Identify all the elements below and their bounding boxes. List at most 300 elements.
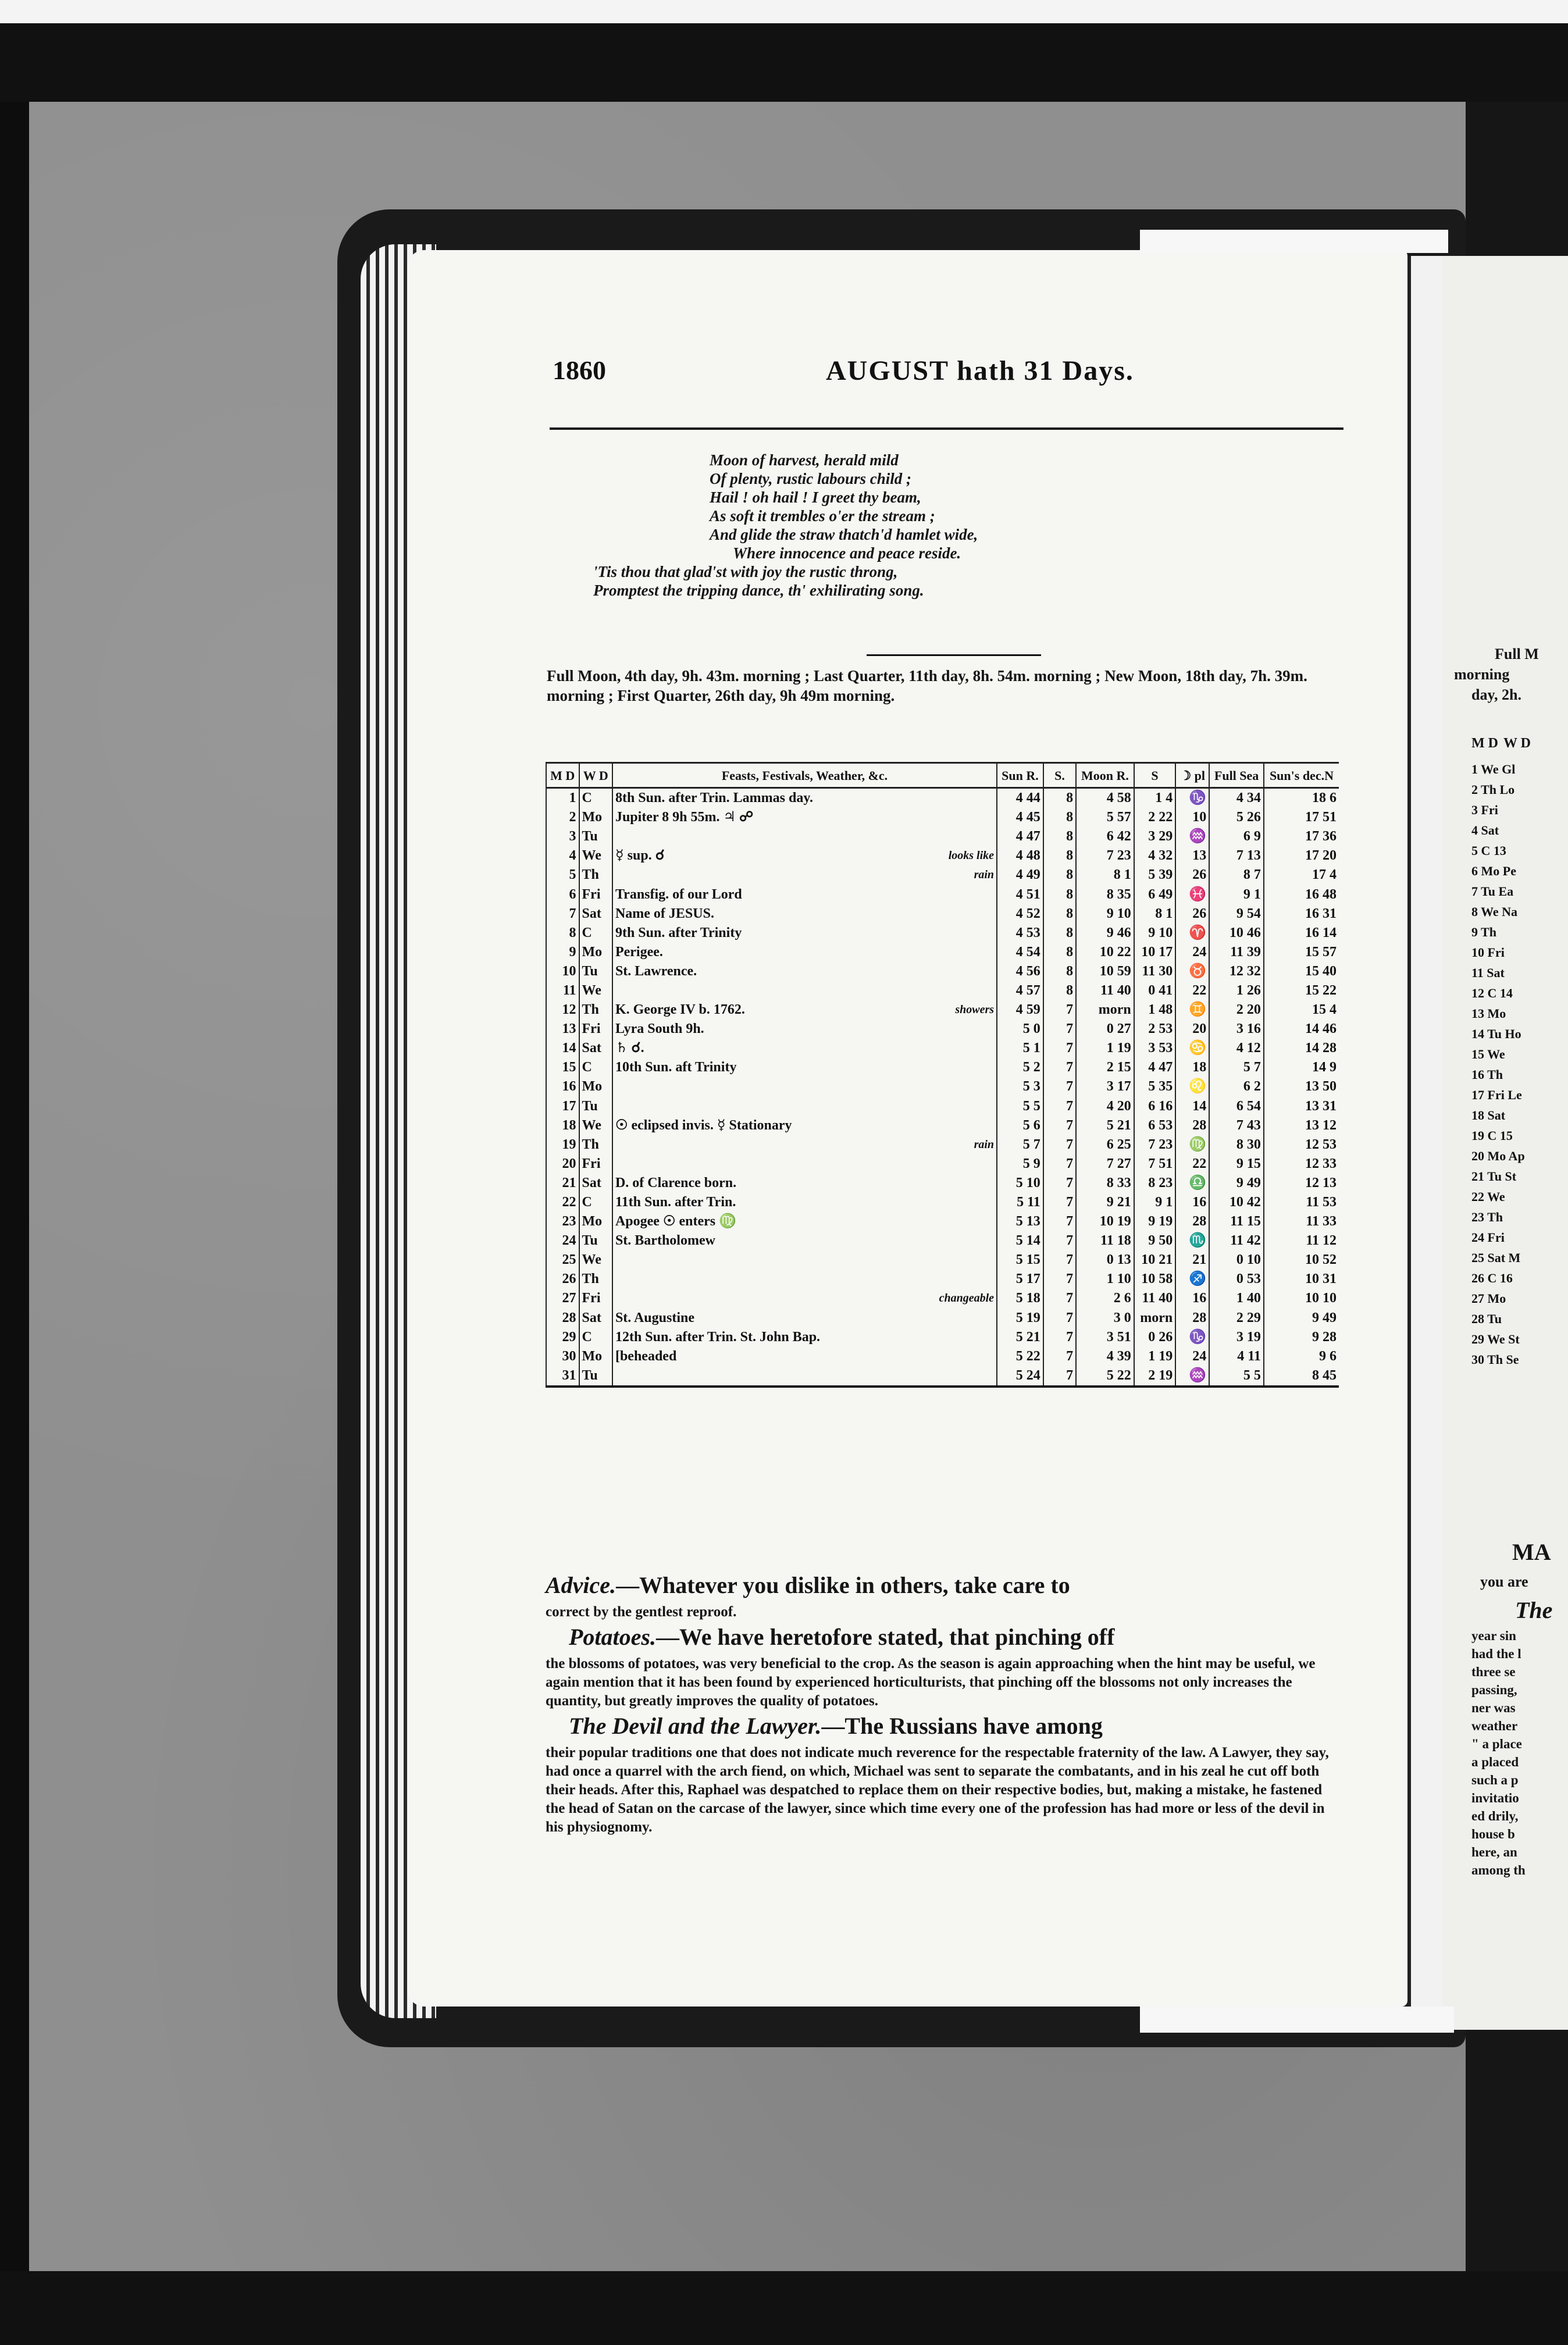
cell-moonset-text: 0 26 [1148, 1329, 1173, 1345]
cell-moonrise-text: 8 35 [1106, 886, 1131, 902]
cell-sunrise-text: 5 24 [1015, 1367, 1040, 1383]
right-text-line: you are [1480, 1573, 1528, 1590]
cell-sunrise-text: 4 56 [1015, 963, 1040, 979]
cell-moon-place [1175, 885, 1209, 904]
cell-moonset [1134, 962, 1176, 981]
table-row [546, 1116, 1339, 1135]
cell-day [546, 885, 579, 904]
right-table-row: 12 C 14 [1471, 986, 1513, 1000]
cell-moonset [1134, 1212, 1176, 1231]
article-heading: Advice. [546, 1572, 616, 1598]
cell-weekday-text: We [582, 1117, 601, 1133]
col-header: W D [579, 763, 612, 788]
calendar-body [546, 788, 1339, 1387]
cell-feast [612, 962, 997, 981]
cell-weekday-text: Tu [582, 1367, 598, 1383]
cell-moon-place-text: 16 [1192, 1291, 1207, 1306]
right-text-line: year sin [1471, 1628, 1516, 1643]
cell-moonrise-text: 7 27 [1106, 1156, 1131, 1171]
cell-sunset-text: 7 [1066, 1098, 1074, 1114]
cell-moonrise [1076, 885, 1134, 904]
table-row [546, 1212, 1339, 1231]
cell-moonset [1134, 1039, 1176, 1058]
cell-sun-declination-text: 12 33 [1305, 1156, 1337, 1171]
cell-sunrise [997, 1154, 1043, 1174]
cell-weekday [579, 865, 612, 885]
cell-feast [612, 1309, 997, 1328]
cell-sunset [1043, 788, 1076, 808]
cell-day-text: 18 [562, 1117, 576, 1133]
cell-weekday-text: Tu [582, 1098, 598, 1114]
cell-moon-place [1175, 1289, 1209, 1308]
cell-sunrise-text: 5 13 [1015, 1214, 1040, 1229]
cell-moonset-text: 1 48 [1148, 1002, 1173, 1018]
cell-moonrise [1076, 827, 1134, 846]
cell-sunrise [997, 1077, 1043, 1096]
cell-day-text: 31 [562, 1367, 576, 1383]
cell-feast [612, 924, 997, 943]
table-row [546, 924, 1339, 943]
table-row [546, 885, 1339, 904]
cell-full-sea-text: 5 7 [1243, 1060, 1261, 1075]
cell-sunrise-text: 5 18 [1015, 1291, 1040, 1306]
cell-day-text: 5 [569, 867, 576, 883]
paper-tab [1140, 230, 1291, 253]
cell-weekday [579, 1174, 612, 1193]
cell-moonrise [1076, 865, 1134, 885]
cell-full-sea-text: 6 2 [1243, 1079, 1261, 1095]
cell-sunset-text: 8 [1066, 867, 1074, 883]
cell-moonrise-text: 0 13 [1106, 1252, 1131, 1268]
cell-sunset [1043, 1154, 1076, 1174]
article-advice [546, 1573, 1342, 1621]
right-text-line: " a place [1471, 1737, 1522, 1751]
weather-note: rain [974, 1138, 995, 1151]
cell-moon-place-text: ♍ [1189, 1136, 1207, 1152]
year-label: 1860 [553, 355, 606, 385]
cell-moonset [1134, 808, 1176, 827]
cell-full-sea [1209, 1328, 1264, 1347]
cell-sun-declination [1264, 885, 1339, 904]
cell-full-sea-text: 0 10 [1236, 1252, 1261, 1268]
cell-full-sea-text: 5 5 [1243, 1367, 1261, 1383]
cell-day-text: 26 [562, 1271, 576, 1287]
cell-weekday-text: Fri [582, 1021, 601, 1037]
cell-full-sea-text: 10 42 [1229, 1195, 1261, 1210]
cell-weekday [579, 962, 612, 981]
cell-sunset-text: 7 [1066, 1367, 1074, 1383]
cell-moonrise-text: 11 40 [1100, 982, 1131, 998]
cell-weekday-text: C [582, 1060, 592, 1075]
cell-moon-place-text: ♈ [1189, 925, 1207, 940]
cell-moonrise [1076, 1020, 1134, 1039]
cell-moonset-text: 0 41 [1148, 982, 1173, 998]
cell-sunrise-text: 4 49 [1015, 867, 1040, 883]
cell-moonrise [1076, 1212, 1134, 1231]
cell-feast-text: Name of JESUS. [615, 906, 714, 921]
cell-weekday [579, 885, 612, 904]
cell-feast [612, 1328, 997, 1347]
table-row [546, 1097, 1339, 1116]
cell-sunset-text: 7 [1066, 1310, 1074, 1325]
cell-full-sea [1209, 924, 1264, 943]
right-text-line: passing, [1471, 1683, 1517, 1697]
cell-moon-place-text: 14 [1192, 1098, 1207, 1114]
cell-moonset [1134, 1309, 1176, 1328]
cell-feast-text: Lyra South 9h. [615, 1021, 704, 1037]
cell-day [546, 1174, 579, 1193]
cell-moonset-text: 9 50 [1148, 1233, 1173, 1249]
cell-weekday-text: Mo [582, 1348, 603, 1364]
cell-moon-place-text: 26 [1192, 867, 1207, 883]
table-row [546, 788, 1339, 808]
table-row [546, 1000, 1339, 1020]
cell-sunrise [997, 885, 1043, 904]
right-table-row: 23 Th [1471, 1210, 1503, 1224]
poem-line: And glide the straw thatch'd hamlet wide, [710, 526, 978, 543]
cell-sun-declination [1264, 865, 1339, 885]
cell-moon-place-text: 13 [1192, 848, 1207, 864]
cell-sunset-text: 8 [1066, 790, 1074, 806]
cell-moonset [1134, 1116, 1176, 1135]
cell-full-sea-text: 9 15 [1236, 1156, 1261, 1171]
cell-weekday-text: Th [582, 867, 599, 883]
cell-full-sea [1209, 1039, 1264, 1058]
cell-moonrise-text: 10 19 [1099, 1214, 1131, 1229]
cell-feast [612, 1212, 997, 1231]
cell-day-text: 20 [562, 1156, 576, 1171]
cell-feast [612, 1270, 997, 1289]
cell-sunset [1043, 1020, 1076, 1039]
cell-moonset-text: 7 51 [1148, 1156, 1173, 1171]
cell-moonset-text: 8 1 [1155, 906, 1173, 921]
cell-weekday-text: C [582, 1195, 592, 1210]
right-table-row: 24 Fri [1471, 1230, 1505, 1245]
cell-day [546, 1366, 579, 1387]
right-heading: The [1515, 1597, 1553, 1623]
cell-sun-declination-text: 14 28 [1305, 1040, 1337, 1056]
cell-moonrise-text: 4 58 [1106, 790, 1131, 806]
cell-day-text: 19 [562, 1136, 576, 1152]
cell-feast [612, 981, 997, 1000]
weather-note: looks like [948, 849, 995, 863]
cell-full-sea-text: 4 12 [1236, 1040, 1261, 1056]
cell-weekday-text: Th [582, 1002, 599, 1018]
cell-full-sea-text: 6 9 [1243, 829, 1261, 844]
cell-sunset-text: 8 [1066, 982, 1074, 998]
cell-full-sea-text: 9 54 [1236, 906, 1261, 921]
cell-day-text: 30 [562, 1348, 576, 1364]
cell-sunrise-text: 4 48 [1015, 848, 1040, 864]
cell-moonrise [1076, 808, 1134, 827]
cell-moonset [1134, 924, 1176, 943]
cell-weekday-text: Th [582, 1136, 599, 1152]
cell-sunset-text: 8 [1066, 944, 1074, 960]
right-table-row: 11 Sat [1471, 965, 1505, 980]
film-left-edge [0, 102, 29, 2271]
cell-weekday [579, 1309, 612, 1328]
cell-day [546, 1212, 579, 1231]
cell-moon-place [1175, 1250, 1209, 1270]
cell-weekday [579, 1058, 612, 1077]
col-header: Feasts, Festivals, Weather, &c. [612, 763, 997, 788]
cell-sun-declination [1264, 1231, 1339, 1250]
cell-moonrise-text: 5 57 [1106, 810, 1131, 825]
cell-day [546, 1020, 579, 1039]
cell-sunset [1043, 1250, 1076, 1270]
cell-moonrise [1076, 1309, 1134, 1328]
cell-feast [612, 1193, 997, 1212]
right-table-row: 16 Th [1471, 1067, 1503, 1082]
cell-moonrise-text: 6 25 [1106, 1136, 1131, 1152]
cell-day-text: 23 [562, 1214, 576, 1229]
cell-moonrise [1076, 981, 1134, 1000]
cell-sun-declination-text: 9 28 [1312, 1329, 1337, 1345]
cell-sunset [1043, 1097, 1076, 1116]
cell-moonset [1134, 1193, 1176, 1212]
cell-sunset-text: 7 [1066, 1233, 1074, 1249]
article-heading: The Devil and the Lawyer. [569, 1713, 822, 1739]
cell-sunrise-text: 5 0 [1022, 1021, 1040, 1037]
cell-day-text: 15 [562, 1060, 576, 1075]
cell-sunset [1043, 1039, 1076, 1058]
cell-full-sea [1209, 1212, 1264, 1231]
cell-sun-declination-text: 17 20 [1305, 848, 1337, 864]
cell-weekday [579, 924, 612, 943]
article-potatoes [546, 1625, 1342, 1710]
cell-feast [612, 885, 997, 904]
cell-sun-declination [1264, 1000, 1339, 1020]
cell-sunset [1043, 808, 1076, 827]
article-lead: —We have heretofore stated, that pinching off [655, 1624, 1115, 1650]
cell-moonrise [1076, 1039, 1134, 1058]
cell-feast [612, 788, 997, 808]
cell-full-sea [1209, 827, 1264, 846]
poem-line: Where innocence and peace reside. [733, 544, 961, 562]
right-text-line: weather [1471, 1719, 1518, 1733]
cell-weekday-text: We [582, 982, 601, 998]
header-rule [550, 427, 1344, 430]
cell-sunrise [997, 1289, 1043, 1308]
cell-full-sea [1209, 1135, 1264, 1154]
cell-moon-place [1175, 1193, 1209, 1212]
cell-sunset [1043, 1116, 1076, 1135]
cell-moonset-text: 2 53 [1148, 1021, 1173, 1037]
cell-weekday-text: Mo [582, 944, 603, 960]
cell-feast [612, 1347, 997, 1366]
cell-full-sea-text: 5 26 [1236, 810, 1261, 825]
cell-moon-place-text: ♌ [1189, 1079, 1207, 1095]
cell-sun-declination-text: 17 36 [1305, 829, 1337, 844]
cell-sun-declination-text: 10 31 [1305, 1271, 1337, 1287]
cell-day-text: 14 [562, 1040, 576, 1056]
cell-weekday-text: Mo [582, 1079, 603, 1095]
article-lead: —The Russians have among [821, 1713, 1103, 1739]
cell-full-sea-text: 2 20 [1236, 1002, 1261, 1018]
cell-sun-declination-text: 8 45 [1312, 1367, 1337, 1383]
cell-moonset-text: 10 21 [1141, 1252, 1173, 1268]
cell-moon-place [1175, 981, 1209, 1000]
cell-sunrise [997, 865, 1043, 885]
cell-sun-declination [1264, 1270, 1339, 1289]
cell-moonset-text: 11 30 [1142, 963, 1173, 979]
cell-full-sea-text: 11 39 [1230, 944, 1261, 960]
cell-moonset-text: 1 19 [1148, 1348, 1173, 1364]
cell-full-sea-text: 10 46 [1229, 925, 1261, 940]
cell-sun-declination [1264, 1154, 1339, 1174]
right-text-line: such a p [1471, 1773, 1519, 1787]
cell-full-sea [1209, 943, 1264, 962]
cell-moonset-text: 9 10 [1148, 925, 1173, 940]
cell-sunset-text: 7 [1066, 1002, 1074, 1018]
cell-moonset [1134, 1020, 1176, 1039]
cell-full-sea-text: 9 49 [1236, 1175, 1261, 1191]
cell-sunrise-text: 5 19 [1015, 1310, 1040, 1325]
cell-moonset-text: 3 53 [1148, 1040, 1173, 1056]
cell-moonrise-text: 3 51 [1106, 1329, 1131, 1345]
cell-moonrise [1076, 1135, 1134, 1154]
poem-line: Moon of harvest, herald mild [710, 451, 899, 469]
cell-day-text: 13 [562, 1021, 576, 1037]
table-row [546, 1231, 1339, 1250]
cell-moonset-text: 6 49 [1148, 886, 1173, 902]
cell-sunrise-text: 5 15 [1015, 1252, 1040, 1268]
cell-sunrise [997, 808, 1043, 827]
article-body: correct by the gentlest reproof. [546, 1604, 737, 1620]
table-row [546, 962, 1339, 981]
cell-weekday-text: Sat [582, 1175, 601, 1191]
right-table-row: 28 Tu [1471, 1312, 1502, 1326]
cell-moon-place-text: 22 [1192, 1156, 1207, 1171]
cell-moon-place [1175, 1366, 1209, 1387]
cell-day [546, 1135, 579, 1154]
cell-moonrise [1076, 1347, 1134, 1366]
cell-day-text: 28 [562, 1310, 576, 1325]
table-row [546, 1039, 1339, 1058]
cell-sun-declination [1264, 1212, 1339, 1231]
cell-day-text: 10 [562, 963, 576, 979]
table-row [546, 1058, 1339, 1077]
cell-moonrise [1076, 1097, 1134, 1116]
cell-day [546, 865, 579, 885]
cell-moonset [1134, 1270, 1176, 1289]
cell-sunrise [997, 1000, 1043, 1020]
cell-moonrise [1076, 1058, 1134, 1077]
cell-moonrise-text: 9 21 [1106, 1195, 1131, 1210]
right-phase-line: day, 2h. [1471, 686, 1521, 703]
cell-moon-place [1175, 1309, 1209, 1328]
cell-moonrise-text: 9 46 [1106, 925, 1131, 940]
cell-sunset [1043, 924, 1076, 943]
cell-sun-declination-text: 9 6 [1319, 1348, 1337, 1364]
cell-sun-declination [1264, 981, 1339, 1000]
cell-feast-text: St. Lawrence. [615, 963, 697, 979]
table-row [546, 1270, 1339, 1289]
cell-sun-declination-text: 14 9 [1312, 1060, 1337, 1075]
cell-moon-place-text: ♋ [1189, 1040, 1207, 1056]
cell-moonrise [1076, 1328, 1134, 1347]
cell-full-sea [1209, 1174, 1264, 1193]
table-row [546, 904, 1339, 924]
cell-sunset-text: 7 [1066, 1348, 1074, 1364]
cell-weekday [579, 1328, 612, 1347]
cell-weekday-text: Fri [582, 886, 601, 902]
cell-sunrise [997, 1270, 1043, 1289]
cell-feast-text: Jupiter 8 9h 55m. ♃ ☍ [615, 810, 754, 825]
cell-day [546, 1154, 579, 1174]
right-table-row: 18 Sat [1471, 1108, 1506, 1122]
table-row [546, 1154, 1339, 1174]
table-row [546, 1328, 1339, 1347]
cell-full-sea-text: 8 30 [1236, 1136, 1261, 1152]
moon-phases: Full Moon, 4th day, 9h. 43m. morning ; Last Quarter, 11th day, 8h. 54m. morning ; New Moon, 18th day, 7h. 39m. morning ; First Quarter, 26th day, 9h 49m morning. [547, 667, 1307, 704]
cell-sunset-text: 7 [1066, 1136, 1074, 1152]
cell-weekday [579, 1154, 612, 1174]
cell-moonset [1134, 1347, 1176, 1366]
table-row [546, 827, 1339, 846]
cell-sunset [1043, 865, 1076, 885]
cell-moon-place [1175, 1231, 1209, 1250]
col-header: Sun R. [997, 763, 1043, 788]
cell-day-text: 24 [562, 1233, 576, 1249]
cell-full-sea-text: 1 26 [1236, 982, 1261, 998]
right-table-row: 7 Tu Ea [1471, 884, 1514, 899]
cell-moon-place-text: 18 [1192, 1060, 1207, 1075]
cell-feast-text: 9th Sun. after Trinity [615, 925, 742, 940]
cell-moonset-text: 2 19 [1148, 1367, 1173, 1383]
cell-moonset-text: 10 17 [1141, 944, 1173, 960]
cell-full-sea [1209, 788, 1264, 808]
cell-moonrise-text: 9 10 [1106, 906, 1131, 921]
poem-line: As soft it trembles o'er the stream ; [710, 507, 935, 525]
cell-sun-declination-text: 13 12 [1305, 1117, 1337, 1133]
table-row [546, 1135, 1339, 1154]
cell-moon-place [1175, 1270, 1209, 1289]
cell-sunrise-text: 5 6 [1022, 1117, 1040, 1133]
right-table-row: 21 Tu St [1471, 1169, 1517, 1184]
cell-sunrise-text: 4 52 [1015, 906, 1040, 921]
cell-feast-text: 12th Sun. after Trin. St. John Bap. [615, 1329, 821, 1345]
cell-day [546, 1000, 579, 1020]
col-header: Moon R. [1076, 763, 1134, 788]
cell-moonset-text: 7 23 [1148, 1136, 1173, 1152]
cell-feast [612, 1135, 997, 1154]
cell-sunset [1043, 827, 1076, 846]
cell-sun-declination-text: 18 6 [1312, 790, 1337, 806]
cell-moonset [1134, 1154, 1176, 1174]
cell-day [546, 846, 579, 865]
cell-moon-place-text: 28 [1192, 1117, 1207, 1133]
cell-full-sea-text: 7 43 [1236, 1117, 1261, 1133]
articles [546, 1573, 1342, 1840]
cell-moonset [1134, 1328, 1176, 1347]
right-table-row: 19 C 15 [1471, 1128, 1513, 1143]
cell-moonset [1134, 827, 1176, 846]
cell-feast-text: Perigee. [615, 944, 663, 960]
col-header: M D [546, 763, 579, 788]
cell-sun-declination [1264, 904, 1339, 924]
book-gutter [1407, 256, 1446, 2024]
cell-sunset-text: 8 [1066, 886, 1074, 902]
cell-full-sea-text: 11 15 [1230, 1214, 1261, 1229]
cell-weekday [579, 1000, 612, 1020]
cell-moonset-text: 1 4 [1155, 790, 1173, 806]
cell-moonrise [1076, 1000, 1134, 1020]
cell-sunrise-text: 5 9 [1022, 1156, 1040, 1171]
cell-sunset-text: 7 [1066, 1329, 1074, 1345]
cell-full-sea [1209, 865, 1264, 885]
cell-full-sea-text: 6 54 [1236, 1098, 1261, 1114]
